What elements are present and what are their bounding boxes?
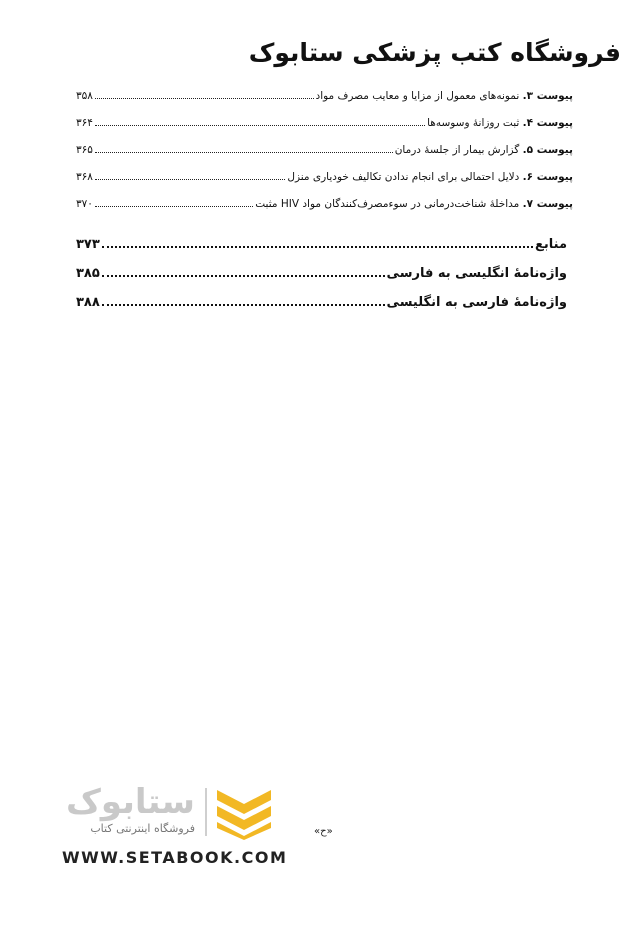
logo-tagline: فروشگاه اینترنتی کتاب xyxy=(90,822,195,835)
appendix-prefix: پیوست ۴. xyxy=(522,117,573,129)
leader-dots xyxy=(95,118,425,126)
entry-title: واژه‌نامهٔ فارسی به انگلیسی xyxy=(386,295,567,311)
toc-row-appendix-7[interactable] xyxy=(76,198,573,225)
leader-dots xyxy=(95,145,393,153)
page-ref: ۳۶۴ xyxy=(76,117,93,129)
logo-wordmark: ستابوک xyxy=(66,782,195,822)
page-ref: ۳۸۸ xyxy=(76,295,100,311)
entry-title: واژه‌نامهٔ انگلیسی به فارسی xyxy=(386,266,567,282)
page-ref: ۳۶۸ xyxy=(76,171,93,183)
leader-dots xyxy=(102,266,385,277)
page-ref: ۳۷۰ xyxy=(76,198,93,210)
page-title: فروشگاه کتب پزشکی ستابوک xyxy=(248,38,621,67)
toc-row-references[interactable] xyxy=(76,237,567,266)
leader-dots xyxy=(95,172,285,180)
book-stack-icon xyxy=(215,786,273,840)
page-ref: ۳۶۵ xyxy=(76,144,93,156)
logo-divider xyxy=(205,788,207,836)
appendix-title: ثبت روزانهٔ وسوسه‌ها xyxy=(427,117,520,129)
toc-row-appendix-3[interactable] xyxy=(76,90,573,117)
appendix-prefix: پیوست ۷. xyxy=(522,198,573,210)
leader-dots xyxy=(95,91,314,99)
appendix-title: مداخلهٔ شناخت‌درمانی در سوءمصرف‌کنندگان مواد HIV مثبت xyxy=(255,198,520,210)
appendix-title: نمونه‌های معمول از مزایا و معایب مصرف مواد xyxy=(315,90,520,102)
page-ref: ۳۸۵ xyxy=(76,266,100,282)
main-toc-list xyxy=(76,237,567,324)
toc-row-appendix-6[interactable] xyxy=(76,171,573,198)
page-ref: ۳۷۳ xyxy=(76,237,100,253)
appendix-prefix: پیوست ۶. xyxy=(522,171,573,183)
setabook-logo xyxy=(55,782,275,842)
appendix-prefix: پیوست ۳. xyxy=(522,90,573,102)
entry-title: منابع xyxy=(535,237,567,253)
leader-dots xyxy=(102,237,533,248)
toc-row-glossary-fa-en[interactable] xyxy=(76,295,567,324)
page-ref: ۳۵۸ xyxy=(76,90,93,102)
appendix-list xyxy=(76,90,573,225)
leader-dots xyxy=(95,199,253,207)
toc-row-appendix-5[interactable] xyxy=(76,144,573,171)
appendix-title: گزارش بیمار از جلسهٔ درمان xyxy=(394,144,520,156)
leader-dots xyxy=(102,295,385,306)
site-url[interactable]: WWW.SETABOOK.COM xyxy=(62,848,288,867)
toc-row-appendix-4[interactable] xyxy=(76,117,573,144)
appendix-title: دلایل احتمالی برای انجام ندادن تکالیف خودیاری منزل xyxy=(287,171,520,183)
appendix-prefix: پیوست ۵. xyxy=(522,144,573,156)
toc-row-glossary-en-fa[interactable] xyxy=(76,266,567,295)
page-number: «ح» xyxy=(314,826,333,837)
